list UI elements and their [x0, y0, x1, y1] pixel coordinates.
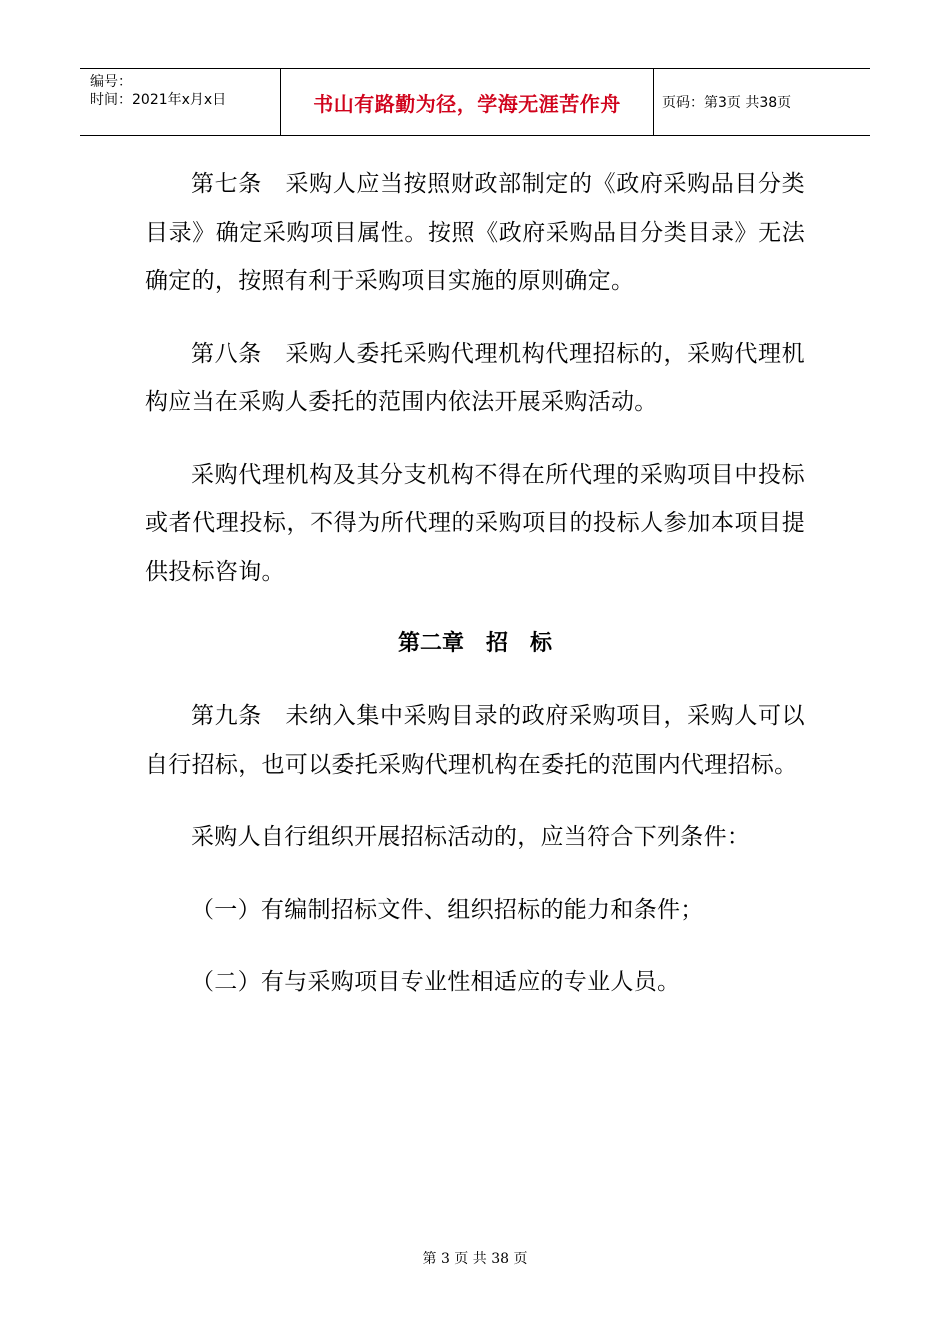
document-body [145, 160, 805, 1031]
document-number-label: 编号： [90, 74, 132, 90]
article-8: 第八条 采购人委托采购代理机构代理招标的，采购代理机构应当在采购人委托的范围内依法开展采购活动。 [145, 340, 805, 415]
condition-item-1: （一）有编制招标文件、组织招标的能力和条件； [191, 896, 704, 923]
page-header [80, 68, 870, 136]
header-page-number: 页码：第3页 共38页 [662, 95, 792, 111]
chapter-title: 第二章 招 标 [397, 631, 552, 656]
header-motto: 书山有路勤为径，学海无涯苦作舟 [281, 69, 654, 135]
header-meta [80, 69, 281, 135]
document-date: 时间：2021年x月x日 [90, 92, 227, 108]
article-9-paragraph-2: 采购人自行组织开展招标活动的，应当符合下列条件： [191, 824, 751, 850]
article-9: 第九条 未纳入集中采购目录的政府采购项目，采购人可以自行招标，也可以委托采购代理机构在委托的范围内代理招标。 [145, 703, 805, 778]
article-7: 第七条 采购人应当按照财政部制定的《政府采购品目分类目录》确定采购项目属性。按照《政府采购品目分类目录》无法确定的，按照有利于采购项目实施的原则确定。 [145, 171, 805, 294]
article-8-paragraph-2: 采购代理机构及其分支机构不得在所代理的采购项目中投标或者代理投标，不得为所代理的采购项目的投标人参加本项目提供投标咨询。 [145, 461, 805, 585]
condition-item-2: （二）有与采购项目专业性相适应的专业人员。 [191, 969, 681, 995]
page-footer: 第 3 页 共 38 页 [422, 1251, 528, 1267]
